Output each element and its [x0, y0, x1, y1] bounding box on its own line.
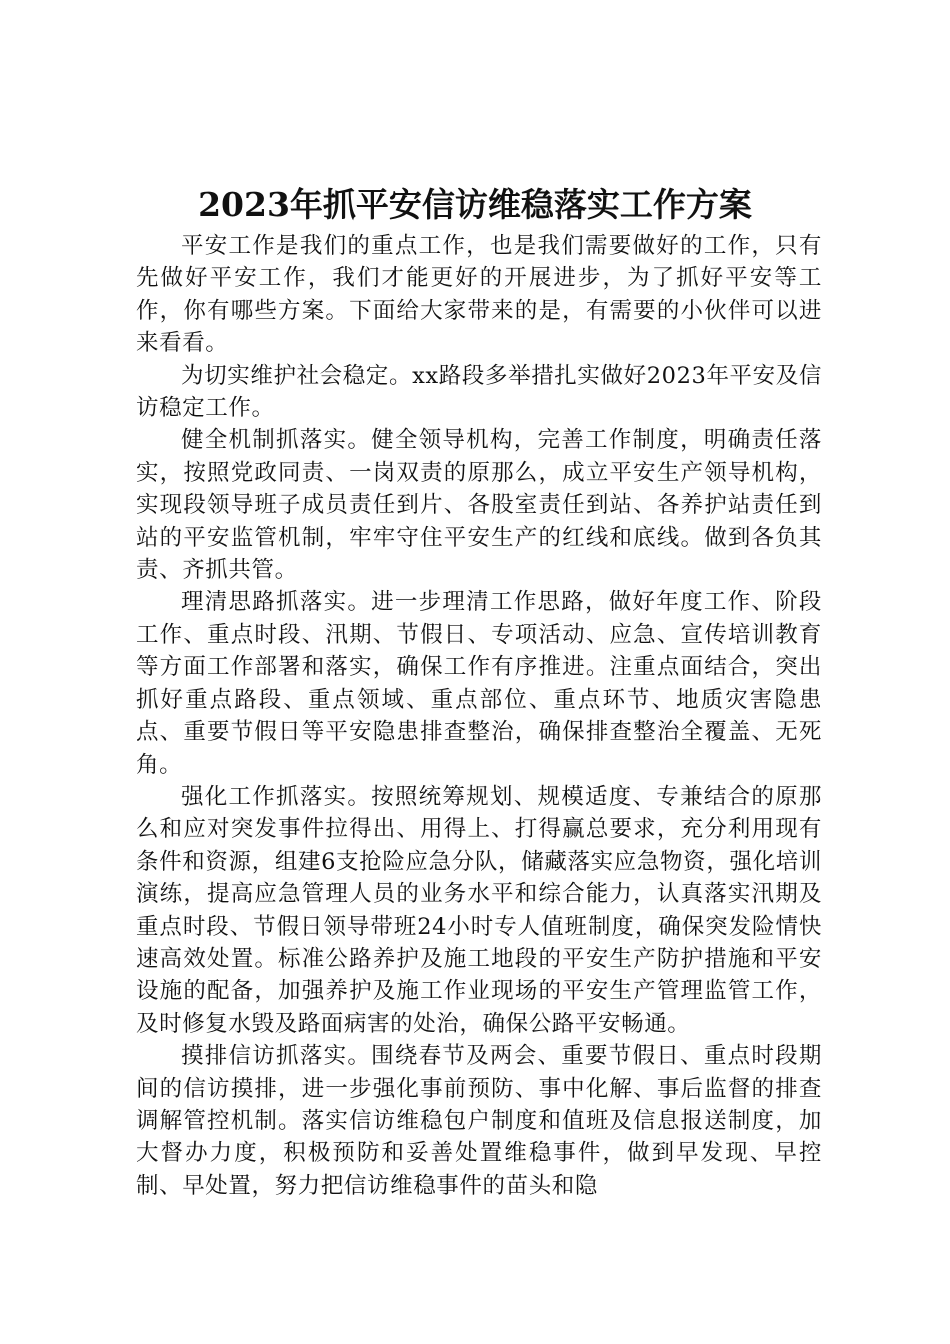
document-body	[136, 230, 822, 1202]
document-title: 2023年抓平安信访维稳落实工作方案	[198, 185, 752, 224]
paragraph-mechanism: 健全机制抓落实。健全领导机构，完善工作制度，明确责任落实，按照党政同责、一岗双责的原那么，成立平安生产领导机构，实现段领导班子成员责任到片、各股室责任到站、各养护站责任到站的平安监管机制，牢牢守住平安生产的红线和底线。做到各负其责、齐抓共管。	[136, 427, 822, 584]
paragraph-intro: 平安工作是我们的重点工作，也是我们需要做好的工作，只有先做好平安工作，我们才能更好的开展进步，为了抓好平安等工作，你有哪些方案。下面给大家带来的是，有需要的小伙伴可以进来看看。	[136, 233, 822, 357]
paragraph-petition: 摸排信访抓落实。围绕春节及两会、重要节假日、重点时段期间的信访摸排，进一步强化事前预防、事中化解、事后监督的排查调解管控机制。落实信访维稳包户制度和值班及信息报送制度，加大督办力度，积极预防和妥善处置维稳事件，做到早发现、早控制、早处置，努力把信访维稳事件的苗头和隐	[136, 1043, 822, 1199]
paragraph-approach: 理清思路抓落实。进一步理清工作思路，做好年度工作、阶段工作、重点时段、汛期、节假日、专项活动、应急、宣传培训教育等方面工作部署和落实，确保工作有序推进。注重点面结合，突出抓好重点路段、重点领域、重点部位、重点环节、地质灾害隐患点、重要节假日等平安隐患排查整治，确保排查整治全覆盖、无死角。	[136, 589, 822, 778]
paragraph-strengthen: 强化工作抓落实。按照统筹规划、规模适度、专兼结合的原那么和应对突发事件拉得出、用得上、打得赢总要求，充分利用现有条件和资源，组建6支抢险应急分队，储藏落实应急物资，强化培训演练，提高应急管理人员的业务水平和综合能力，认真落实汛期及重点时段、节假日领导带班24小时专人值班制度，确保突发险情快速高效处置。标准公路养护及施工地段的平安生产防护措施和平安设施的配备，加强养护及施工作业现场的平安生产管理监管工作，及时修复水毁及路面病害的处治，确保公路平安畅通。	[136, 783, 822, 1037]
paragraph-purpose: 为切实维护社会稳定。xx路段多举措扎实做好2023年平安及信访稳定工作。	[136, 362, 822, 422]
